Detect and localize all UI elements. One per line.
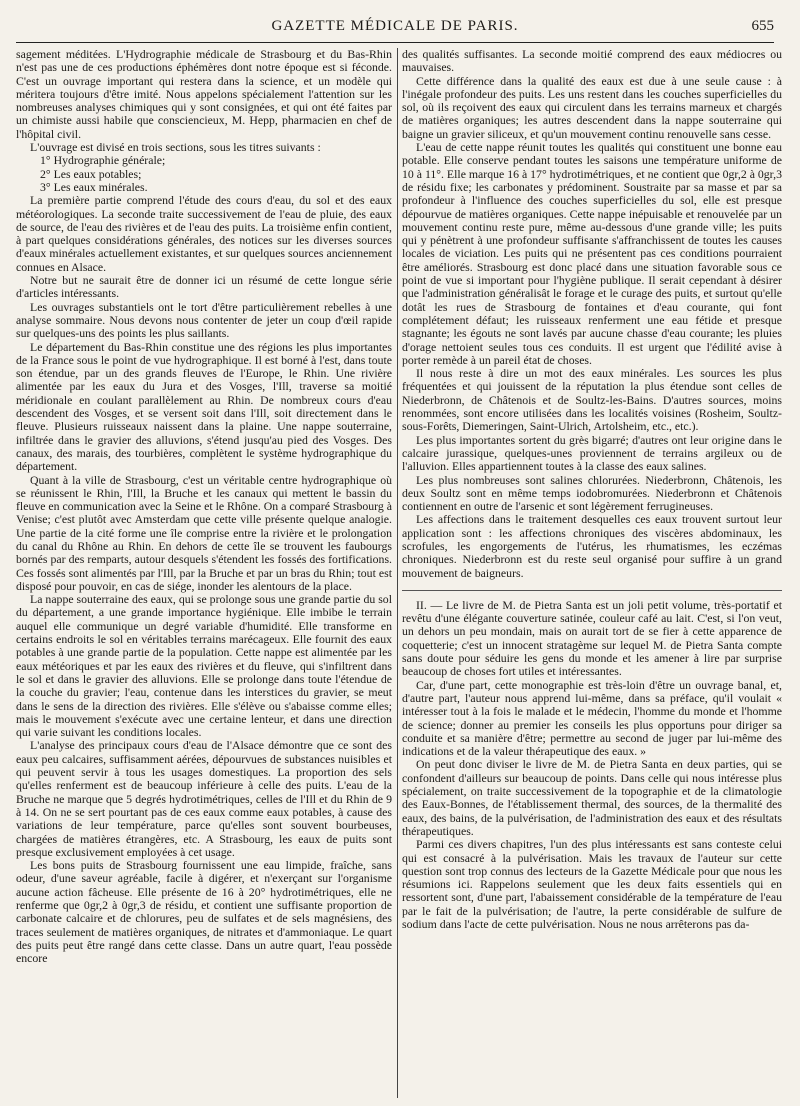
right-column: [402, 48, 782, 1098]
paragraph: Notre but ne saurait être de donner ici un résumé de cette longue série d'articles intéressants.: [16, 273, 392, 301]
paragraph: Quant à la ville de Strasbourg, c'est un véritable centre hydrographique où se réunissent le Rhin, l'Ill, la Bruche et les canaux qui mettent le bassin du fleuve en communication avec la Seine et le Rhône. On a comparé Strasbourg à Venise; c'est plutôt avec Amsterdam que cette ville présente quelque analogie. Une partie de la cité forme une île comprise entre la rivière et le prolongation du canal du Rhône au Rhin. En dehors de cette île se trouvent les faubourgs bornés par des remparts, autour desquels s'étendent les fossés des fortifications. Ces fossés sont alimentés par l'Ill, par la Bruche et par un bras du Rhin; tout est disposé pour pouvoir, en cas de siége, inonder les alentours de la place.: [16, 472, 392, 593]
paragraph: Les plus nombreuses sont salines chlorurées. Niederbronn, Châtenois, les deux Soultz sont en même temps iodobromurées. Niederbronn et Châtenois contiennent en outre de l'arsenic et sont légèrement ferrugineuses.: [402, 472, 782, 514]
paragraph: Parmi ces divers chapitres, l'un des plus intéressants est sans conteste celui qui est consacré à la pulvérisation. Mais les travaux de l'auteur sur cette question sont trop connus des lecteurs de la Gazette Médicale pour que nous les résumions ici. Rappelons seulement que les deux faits essentiels qui en ressortent sont, d'une part, l'abaissement considérable de la température de l'eau par le fait de la pulvérisation; de l'autre, la perte considérable de sulfure de sodium dans l'acte de cette pulvérisation. Nous ne nous arrêterons pas da-: [402, 837, 782, 931]
section-divider: [402, 590, 782, 591]
page-header: [16, 14, 774, 43]
paragraph: La nappe souterraine des eaux, qui se prolonge sous une grande partie du sol du département, a une grande importance hygiénique. Elle imbibe le terrain auquel elle communique un degré variable d'humidité. Elle transforme en certains endroits le sol en véritables terrains marécageux. Elle fournit des eaux potables à une grande partie de la population. Cette nappe est alimentée par les eaux météoriques et par les eaux des rivières et du fleuve, qui s'infiltrent dans le sol et dans le gravier des alluvions. Elle se prolonge dans toute l'étendue de la couche du gravier; l'eau, contenue dans les interstices du gravier, se meut dans le sens de la direction des rivières. Elle s'élève ou s'abaisse comme elles; mais le mouvement s'exécute avec une certaine lenteur, et dans une direction qui varie suivant les conditions locales.: [16, 592, 392, 740]
paragraph: L'eau de cette nappe réunit toutes les qualités qui constituent une bonne eau potable. Elle conserve pendant toutes les saisons une température uniforme de 10 à 11°. Elle marque 16 à 17° hydrotimétriques, et ne contient que 0gr,2 à 0gr,3 de résidu fixe; les carbonates y prédominent. Soustraite par sa masse et par sa profondeur à l'influence des couches superficielles du sol, elle est presque dépourvue de matières organiques. Cette nappe inépuisable et renouvelée par un mouvement continu reste pure, même au-dessous d'une grande ville; les puits qui y pénètrent à une profondeur suffisante s'affranchissent de toutes les causes locales de viciation. Les puits qui ne présentent pas ces conditions pourraient être améliorés. Strasbourg est donc placé dans une situation favorable sous ce point de vue si important pour l'hygiène publique. Il serait cependant à désirer que l'administration généralisât le forage et le curage des puits, et surtout qu'elle dotât les rues de Strasbourg de fontaines et d'eau courante, qui font complétement défaut; les ruisseaux renferment une eau fétide et presque stagnante; les égouts ne sont lavés par aucune chasse d'eau courante; les pluies d'orage nettoient seules tous ces conduits. Il est urgent que l'édilité avise à porter remède à un pareil état de choses.: [402, 140, 782, 367]
paragraph: Le département du Bas-Rhin constitue une des régions les plus importantes de la France sous le point de vue hydrographique. Il est borné à l'est, dans toute son étendue, par un des grands fleuves de l'Europe, le Rhin. Une rivière alimentée par les eaux du Jura et des Vosges, l'Ill, traverse sa moitié méridionale en coulant parallèlement au Rhin. De nombreux cours d'eau descendent des Vosges, et se versent soit dans l'Ill, soit directement dans le fleuve. Plusieurs ruisseaux naissent dans la plaine. Une nappe souterraine, infiltrée dans le gravier des alluvions, s'étend jusqu'au pied des Vosges. Des canaux, des marais, des tourbières, complètent le système hydrographique du département.: [16, 339, 392, 474]
paragraph: L'analyse des principaux cours d'eau de l'Alsace démontre que ce sont des eaux peu calcaires, suffisamment aérées, dépourvues de substances nuisibles et qui peuvent servir à tous les usages domestiques. La proportion des sels qu'elles renferment est de beaucoup inférieure à celle des puits. L'eau de la Bruche ne marque que 5 degrés hydrotimétriques, celles de l'Ill et du Rhin de 9 à 14. On ne se sert pourtant pas de ces eaux comme eaux potables, à cause des variations de leur température, parce qu'elles sont souvent bourbeuses, chargées de matières étrangères, etc. A Strasbourg, les eaux de puits sont presque exclusivement employées à cet usage.: [16, 738, 392, 859]
list-item: 3° Les eaux minérales.: [40, 179, 148, 194]
running-title: GAZETTE MÉDICALE DE PARIS.: [271, 18, 519, 34]
paragraph: Cette différence dans la qualité des eaux est due à une seule cause : à l'inégale profondeur des puits. Les uns restent dans les couches superficielles du sol, où ils reçoivent des eaux qui circulent dans les terrains marneux et chargés de matières organiques; les autres descendent dans la nappe souterraine qui baigne un gravier siliceux, et qu'un mouvement continu renouvelle sans cesse.: [402, 73, 782, 141]
paragraph: Les affections dans le traitement desquelles ces eaux trouvent surtout leur application sont : les affections chroniques des viscères abdominaux, les scrofules, les engorgements de l'utérus, les rhumatismes, les eczémas chroniques. Niederbronn est du reste seul organisé pour suffire à un grand mouvement de baigneurs.: [402, 512, 782, 580]
paragraph: Les ouvrages substantiels ont le tort d'être particulièrement rebelles à une analyse sommaire. Nous devons nous contenter de jeter un coup d'œil rapide sur quelques-uns des points les plus saillants.: [16, 299, 392, 341]
list-item: 1° Hydrographie générale;: [40, 153, 166, 168]
column-divider: [397, 48, 398, 1098]
paragraph: sagement méditées. L'Hydrographie médicale de Strasbourg et du Bas-Rhin n'est pas une de ces productions éphémères dont notre époque est si féconde. C'est un ouvrage important qui restera dans la science, et un modèle qui méritera toujours d'être imité. Nous appelons spécialement l'attention sur les nombreuses analyses chimiques qui y sont consignées, et qui ont été faites par un chimiste aussi habile que consciencieux, M. Hepp, pharmacien en chef de l'hôpital civil.: [16, 48, 392, 141]
paragraph: Car, d'une part, cette monographie est très-loin d'être un ouvrage banal, et, d'autre part, l'auteur nous apprend lui-même, dans sa préface, qu'il voulait « intéresser tout à la fois le malade et le médecin, l'homme du monde et l'homme de science; donner au premier les conseils les plus opportuns pour diriger sa conduite et sa manière d'être; permettre au second de juger par lui-même des indications et de la valeur thérapeutique des eaux. »: [402, 677, 782, 759]
paragraph: Les bons puits de Strasbourg fournissent une eau limpide, fraîche, sans odeur, d'une saveur agréable, facile à digérer, et n'exerçant sur l'organisme aucune action fâcheuse. Elle présente de 16 à 20° hydrotimétriques, elle ne renferme que 0gr,2 à 0gr,3 de résidu, et contient une suffisante proportion de carbonate calcaire et de chlorures, peu de sulfates et de sels magnésiens, des traces seulement de matières organiques, de nitrates et d'ammoniaque. Le quart des puits peut être rangé dans cette classe. Dans un autre quart, l'eau possède encore: [16, 858, 392, 966]
left-column: [16, 48, 392, 1098]
paragraph: L'ouvrage est divisé en trois sections, sous les titres suivants :: [30, 140, 321, 155]
paragraph: des qualités suffisantes. La seconde moitié comprend des eaux médiocres ou mauvaises.: [402, 48, 782, 75]
paragraph: Il nous reste à dire un mot des eaux minérales. Les sources les plus fréquentées et qui jouissent de la réputation la plus étendue sont celles de Niederbronn, de Châtenois et de Soultz-les-Bains. D'autres sources, moins renommées, sont encore utilisées dans les localités voisines (Rosheim, Soultz-sous-Forêts, Diemeringen, Saint-Ulrich, Artolsheim, etc., etc.).: [402, 366, 782, 434]
paragraph: La première partie comprend l'étude des cours d'eau, du sol et des eaux météorologiques. La seconde traite successivement de l'eau de pluie, des eaux de source, de l'eau des rivières et de l'eau des puits. La troisième enfin contient, à part quelques considérations générales, des notices sur les diverses sources d'eaux minérales actuellement existantes, et sur quelques sources anciennement connues en Alsace.: [16, 193, 392, 274]
list-item: 2° Les eaux potables;: [40, 166, 142, 181]
page-number: 655: [751, 18, 774, 34]
paragraph: On peut donc diviser le livre de M. de Pietra Santa en deux parties, qui se confondent d'ailleurs sur beaucoup de points. Dans celle qui nous intéresse plus spécialement, on traite successivement de la topographie et de la climatologie des Eaux-Bonnes, de l'établissement thermal, des sources, de la thermalité des eaux, des bains, de la pulvérisation, de l'administration des eaux et des résultats thérapeutiques.: [402, 757, 782, 838]
paragraph: Les plus importantes sortent du grès bigarré; d'autres ont leur origine dans le calcaire jurassique, quelques-unes proviennent de terrains argileux ou de l'alluvion. Elles appartiennent toutes à la classe des eaux salines.: [402, 432, 782, 474]
paragraph: II. — Le livre de M. de Pietra Santa est un joli petit volume, très-portatif et revêtu d'une élégante couverture satinée, couleur café au lait. C'est, si l'on veut, un dehors un peu mondain, mais on aurait tort de se fier à cette apparence de coquetterie; c'est un innocent stratagème sur lequel M. de Pietra Santa compte sans doute pour séduire les gens du monde et les amener à lire par surprise beaucoup de choses fort utiles et intéressantes.: [402, 597, 782, 679]
